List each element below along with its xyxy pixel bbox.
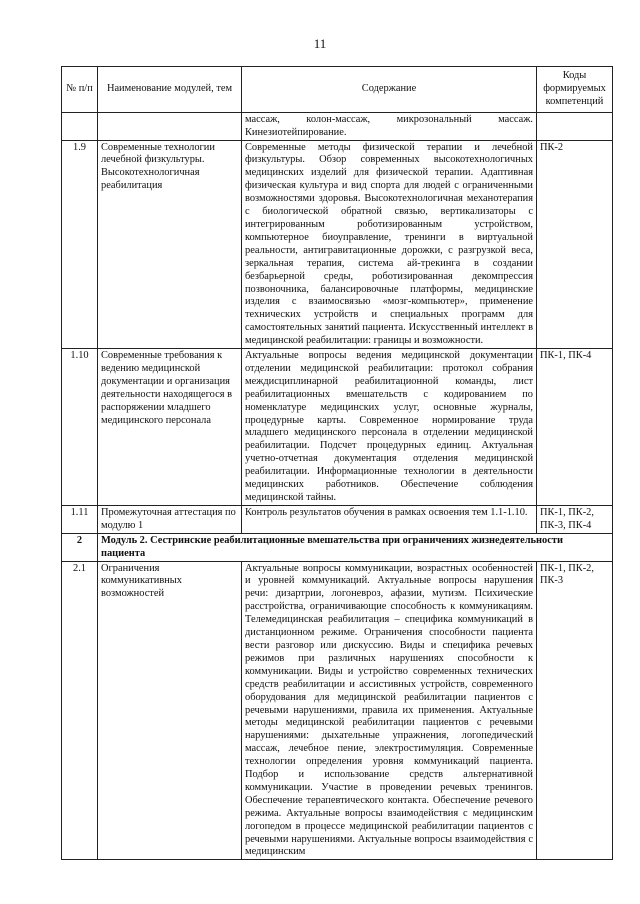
row-num: 1.9	[62, 140, 98, 349]
header-num: № п/п	[62, 67, 98, 113]
table-row	[62, 112, 613, 140]
row-num: 2.1	[62, 561, 98, 860]
header-codes: Коды формируемых компетенций	[537, 67, 613, 113]
row-codes: ПК-1, ПК-2, ПК-3, ПК-4	[537, 505, 613, 533]
header-content: Содержание	[242, 67, 537, 113]
table-row	[62, 349, 613, 506]
table-row	[62, 140, 613, 349]
table-row	[62, 505, 613, 533]
row-num: 1.10	[62, 349, 98, 506]
table-header-row	[62, 67, 613, 113]
row-codes: ПК-2	[537, 140, 613, 349]
page-number: 11	[313, 36, 327, 51]
row-num: 1.11	[62, 505, 98, 533]
row-content: Актуальные вопросы ведения медицинской документации отделении медицинской реабилитации: протокол собрания междисциплинарной реабилитационной команды, лист реабилитационных вмешательств с кодированием по номенклатуре медицинских услуг, основные журналы, процедурные карты. Современное нормирование труда младшего медицинского персонала в отделении медицинской реабилитации. Подсчет процедурных единиц. Актуальная учетно-отчетная документация отделения медицинской реабилитации. Информационные технологии в деятельности медицинских работников. Обеспечение соблюдения медицинской тайны.	[242, 349, 537, 506]
row-name	[98, 112, 242, 140]
row-content: Современные методы физической терапии и лечебной физкультуры. Обзор современных высокотехнологичных медицинских изделий для физической терапии. Адаптивная физическая культура и вид спорта для людей с ограниченными возможностями здоровья. Высокотехнологичная механотерапия с биологической обратной связью, вертикализаторы с интегрированным роботизированным устройством, компьютерное биоуправление, тренинги в виртуальной реальности, антигравитационные дорожки, с разгрузкой веса, зеркальная терапия, система ай-трекинга в создании безбарьерной среды, роботизированная декомпрессия позвоночника, балансировочные платформы, медицинские изделия с взаимосвязью «мозг-компьютер», применение технических устройств и специальных программ для самостоятельных занятий пациента. Искусственный интеллект в медицинской реабилитации: границы и возможности.	[242, 140, 537, 349]
module-row	[62, 533, 613, 561]
module-num: 2	[62, 533, 98, 561]
row-content: Актуальные вопросы коммуникации, возрастных особенностей и уровней коммуникаций. Актуальные вопросы нарушения речи: дизартрии, логоневроз, афазии, мутизм. Психические расстройства, ограничивающие способность к коммуникациям. Телемедицинская реабилитация – специфика коммуникаций в дистанционном режиме. Ограничения способности пациента вести разговор или дискуссию. Виды и специфика речевых режимов при различных нарушениях способности к коммуникации. Виды и устройство современных технических средств реабилитации и ассистивных устройств, современного оборудования для медицинской реабилитации пациентов с речевыми нарушениями, правила их применения. Актуальные методы медицинской реабилитации пациентов с речевыми нарушениями: дыхательные упражнения, логопедический массаж, лечебное пение, электростимуляция. Современные технологии определения уровня коммуникаций пациента. Подбор и использование средств альтернативной коммуникации. Участие в проведении речевых тренингов. Обеспечение терапевтического контакта. Обеспечение речевого режима. Актуальные вопросы взаимодействия с медицинским логопедом в процессе медицинской реабилитации пациентов с речевыми нарушениями. Актуальные вопросы взаимодействия с медицинским	[242, 561, 537, 860]
curriculum-table	[61, 66, 613, 860]
row-codes: ПК-1, ПК-4	[537, 349, 613, 506]
row-num	[62, 112, 98, 140]
row-name: Ограничения коммуникативных возможностей	[98, 561, 242, 860]
table-row	[62, 561, 613, 860]
row-name: Промежуточная аттестация по модулю 1	[98, 505, 242, 533]
row-content: Контроль результатов обучения в рамках освоения тем 1.1-1.10.	[242, 505, 537, 533]
header-name: Наименование модулей, тем	[98, 67, 242, 113]
row-name: Современные технологии лечебной физкультуры. Высокотехнологичная реабилитация	[98, 140, 242, 349]
row-content: массаж, колон-массаж, микрозональный массаж. Кинезиотейпирование.	[242, 112, 537, 140]
row-name: Современные требования к ведению медицинской документации и организация деятельности находящегося в распоряжении младшего медицинского персонала	[98, 349, 242, 506]
row-codes: ПК-1, ПК-2, ПК-3	[537, 561, 613, 860]
row-codes	[537, 112, 613, 140]
module-title: Модуль 2. Сестринские реабилитационные вмешательства при ограничениях жизнедеятельности пациента	[98, 533, 613, 561]
